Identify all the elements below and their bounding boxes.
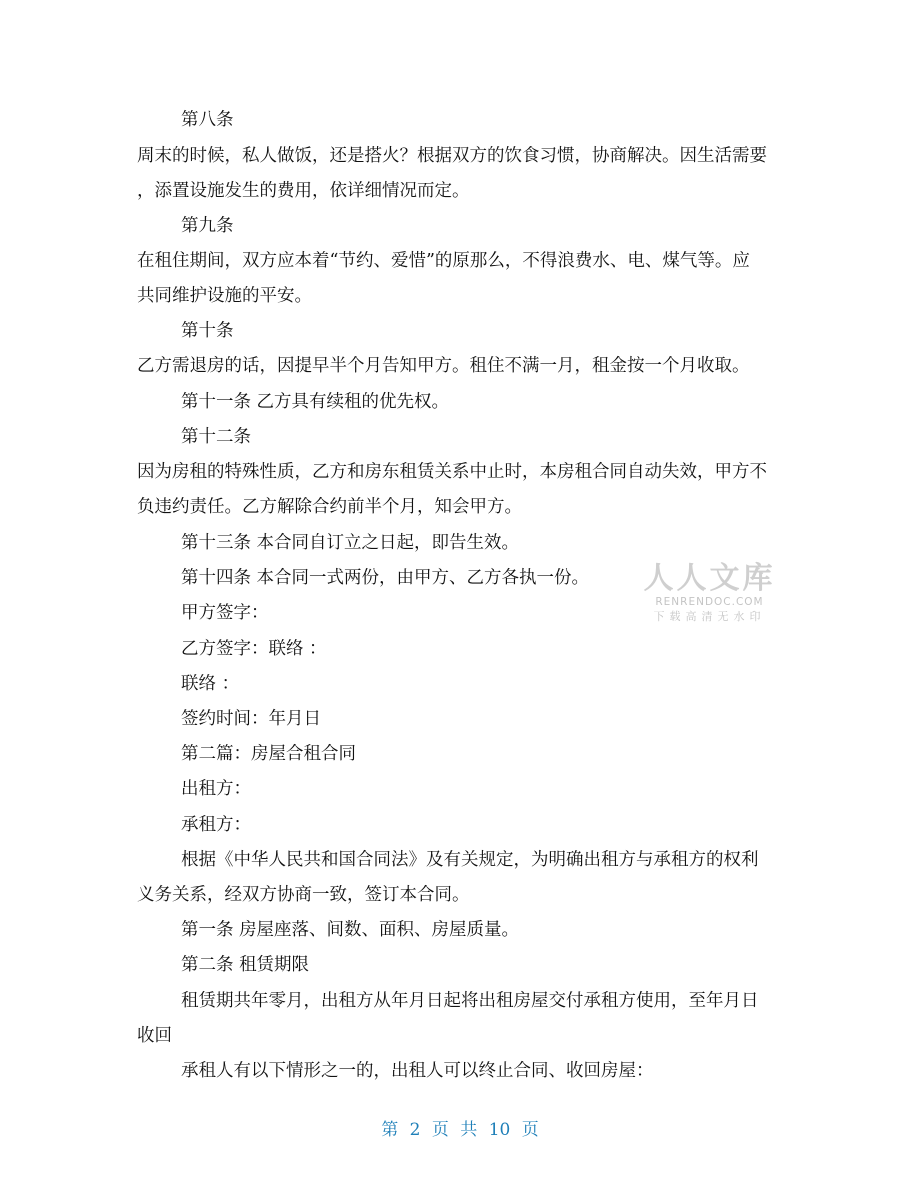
article-9-heading: 第九条 <box>181 216 234 236</box>
paragraph-line: 义务关系，经双方协商一致，签订本合同。 <box>137 885 470 905</box>
contact-line: 联络 ： <box>181 674 240 694</box>
paragraph-line: 周末的时候，私人做饭，还是搭火？根据双方的饮食习惯，协商解决。因生活需要 <box>137 146 767 166</box>
party-b-signature: 乙方签字：联络 ： <box>181 639 327 659</box>
paragraph-line: 根据《中华人民共和国合同法》及有关规定，为明确出租方与承租方的权利 <box>181 850 759 870</box>
party-a-signature: 甲方签字： <box>181 603 269 623</box>
article-10-heading: 第十条 <box>181 321 234 341</box>
lessee-line: 承租方： <box>181 815 251 835</box>
article-12-heading: 第十二条 <box>181 427 251 447</box>
signing-date: 签约时间：年月日 <box>181 709 321 729</box>
article-2: 第二条 租赁期限 <box>181 955 310 975</box>
article-13: 第十三条 本合同自订立之日起，即告生效。 <box>181 533 520 553</box>
paragraph-line: 在租住期间，双方应本着“节约、爱惜”的原那么，不得浪费水、电、煤气等。应 <box>137 251 750 271</box>
page-number: 第 2 页 共 10 页 <box>381 1120 539 1140</box>
paragraph-line: 承租人有以下情形之一的，出租人可以终止合同、收回房屋： <box>181 1061 654 1081</box>
watermark-logo: 人人文库 <box>643 561 776 596</box>
lessor-line: 出租方： <box>181 779 251 799</box>
watermark <box>642 562 777 624</box>
section-2-title: 第二篇：房屋合租合同 <box>181 744 356 764</box>
paragraph-line: ，添置设施发生的费用，依详细情况而定。 <box>137 181 470 201</box>
paragraph-line: 乙方需退房的话，因提早半个月告知甲方。租住不满一月，租金按一个月收取。 <box>137 356 750 376</box>
article-8-heading: 第八条 <box>181 110 234 130</box>
watermark-domain: RENRENDOC.COM <box>655 596 764 608</box>
paragraph-line: 租赁期共年零月，出租方从年月日起将出租房屋交付承租方使用，至年月日 <box>181 991 759 1011</box>
article-14: 第十四条 本合同一式两份，由甲方、乙方各执一份。 <box>181 568 590 588</box>
paragraph-line: 共同维护设施的平安。 <box>137 286 312 306</box>
paragraph-line: 负违约责任。乙方解除合约前半个月，知会甲方。 <box>137 497 522 517</box>
article-1: 第一条 房屋座落、间数、面积、房屋质量。 <box>181 920 520 940</box>
paragraph-line: 因为房租的特殊性质，乙方和房东租赁关系中止时，本房租合同自动失效，甲方不 <box>137 462 767 482</box>
article-11: 第十一条 乙方具有续租的优先权。 <box>181 392 450 412</box>
paragraph-line: 收回 <box>137 1026 172 1046</box>
watermark-slogan: 下载高清无水印 <box>653 610 766 623</box>
